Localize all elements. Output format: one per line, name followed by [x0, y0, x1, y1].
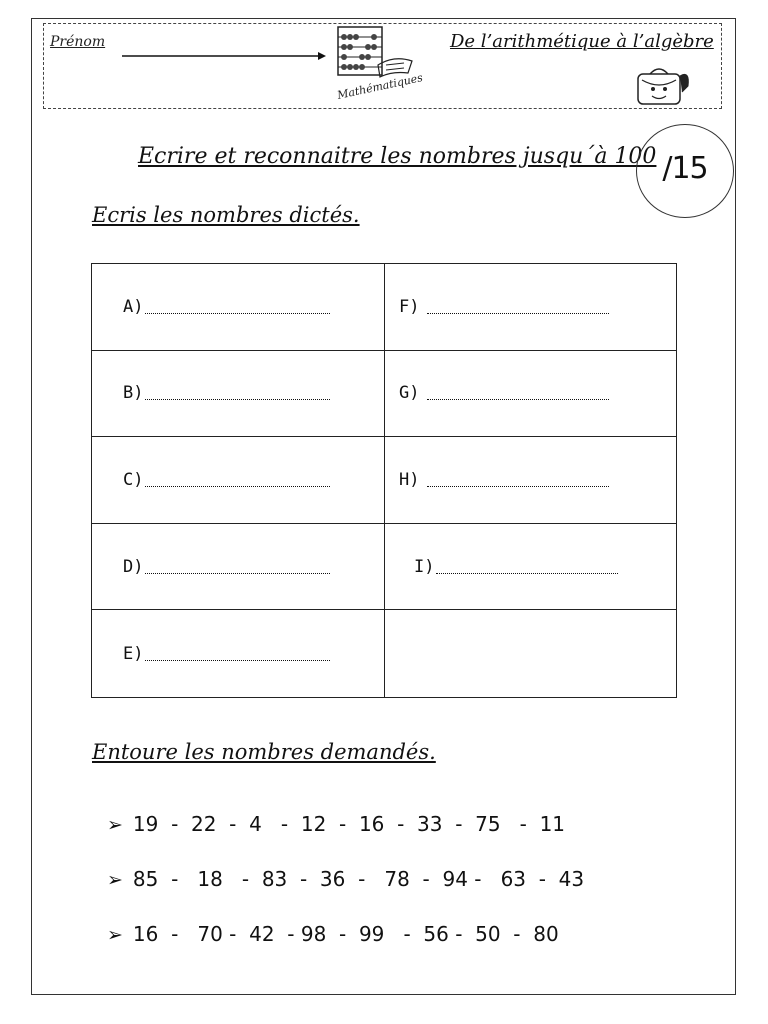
answer-dotted-line — [145, 398, 330, 400]
answer-dotted-line — [145, 659, 330, 661]
logo-text: Mathématiques — [336, 71, 424, 102]
number-row-1 — [107, 812, 565, 836]
answer-cell-c[interactable] — [92, 437, 385, 524]
answer-cell-f[interactable] — [385, 264, 676, 351]
number-row-text[interactable]: 19 - 22 - 4 - 12 - 16 - 33 - 75 - 11 — [132, 812, 566, 836]
answer-cell-i[interactable] — [385, 524, 676, 611]
name-line-arrow-icon — [122, 50, 327, 62]
number-row-text[interactable]: 16 - 70 - 42 - 98 - 99 - 56 - 50 - 80 — [132, 922, 559, 946]
bullet-arrow-icon: ➢ — [107, 814, 123, 836]
cell-label: D) — [123, 556, 144, 577]
header-title: De l’arithmétique à l’algèbre — [450, 31, 714, 52]
schoolbag-icon — [632, 62, 694, 108]
score-text: /15 — [662, 151, 708, 186]
answer-dotted-line — [145, 312, 330, 314]
answer-dotted-line — [427, 485, 609, 487]
answer-cell-b[interactable] — [92, 351, 385, 438]
bullet-arrow-icon: ➢ — [107, 924, 123, 946]
answer-cell-d[interactable] — [92, 524, 385, 611]
cell-label: I) — [414, 556, 435, 577]
dictation-table — [91, 263, 677, 698]
cell-label: B) — [123, 383, 144, 404]
cell-label: G) — [399, 383, 420, 404]
answer-dotted-line — [427, 312, 609, 314]
cell-label: C) — [123, 469, 144, 490]
worksheet-title: Ecrire et reconnaitre les nombres jusqu´à 100 — [138, 144, 657, 169]
prenom-label: Prénom — [50, 34, 106, 50]
cell-label: H) — [399, 469, 420, 490]
cell-label: E) — [123, 643, 144, 664]
answer-cell-a[interactable] — [92, 264, 385, 351]
section-title-dictation: Ecris les nombres dictés. — [92, 203, 360, 227]
answer-dotted-line — [145, 572, 330, 574]
empty-cell — [385, 610, 676, 697]
answer-dotted-line — [436, 572, 618, 574]
cell-label: A) — [123, 296, 144, 317]
score-circle — [636, 124, 734, 218]
section-title-circle: Entoure les nombres demandés. — [92, 740, 436, 764]
answer-cell-e[interactable] — [92, 610, 385, 697]
answer-cell-h[interactable] — [385, 437, 676, 524]
answer-dotted-line — [145, 485, 330, 487]
number-row-3 — [107, 922, 559, 946]
bullet-arrow-icon: ➢ — [107, 869, 123, 891]
number-row-text[interactable]: 85 - 18 - 83 - 36 - 78 - 94 - 63 - 43 — [132, 867, 585, 891]
answer-dotted-line — [427, 398, 609, 400]
cell-label: F) — [399, 296, 420, 317]
answer-cell-g[interactable] — [385, 351, 676, 438]
number-row-2 — [107, 867, 584, 891]
